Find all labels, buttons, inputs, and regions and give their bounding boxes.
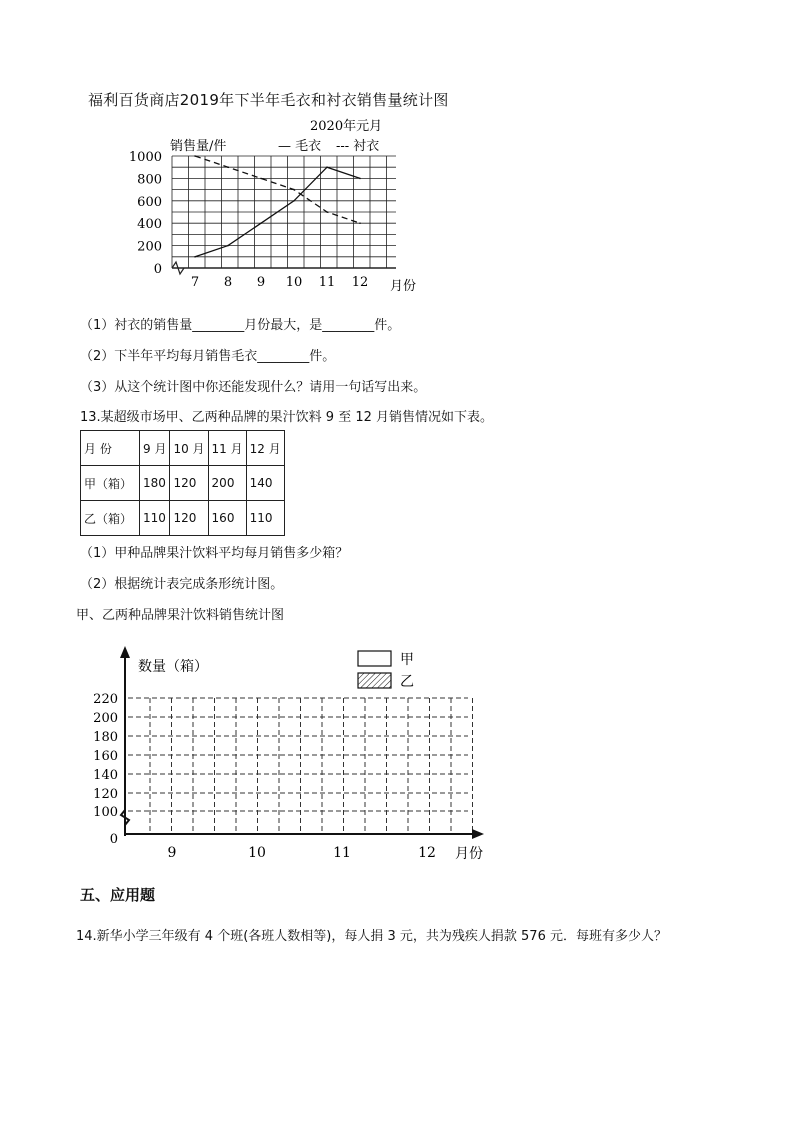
y-tick-label: 0 [153,262,162,277]
table-cell: 160 [208,501,246,536]
line-chart-ylabel: 销售量/件 [170,139,227,154]
y-tick-label: 200 [137,239,162,255]
data-point [326,166,328,168]
section-heading: 五、应用题 [80,886,156,904]
data-point [326,211,328,213]
y-tick-label: 220 [93,692,118,707]
x-tick-label: 7 [190,275,200,290]
data-point [260,222,262,224]
table-row [81,501,285,536]
data-point [227,166,229,168]
y-tick-label: 0 [109,832,118,847]
table-row [81,466,285,501]
q13-sub2: （2）根据统计表完成条形统计图。 [80,577,284,592]
q12-sub2: （2）下半年平均每月销售毛衣________件。 [80,349,336,364]
table-cell: 月 份 [81,431,140,466]
y-tick-label: 800 [137,172,162,188]
q14-text: 14.新华小学三年级有 4 个班(各班人数相等)，每人捐 3 元，共为残疾人捐款 576 元．每班有多少人？ [76,929,667,944]
data-point [359,222,361,224]
line-chart-xlabel: 月份 [390,279,417,294]
x-tick-label: 11 [318,275,336,290]
table-cell: 9 月 [140,431,170,466]
y-tick-label: 140 [93,768,118,783]
table-cell: 12 月 [246,431,284,466]
y-tick-label: 180 [93,730,118,745]
sales-table [80,430,285,536]
y-tick-label: 200 [93,711,118,726]
q12-sub3: （3）从这个统计图中你还能发现什么？请用一句话写出来。 [80,380,427,395]
line-chart-subtitle: 2020年元月 [310,119,383,134]
x-axis-arrow [472,829,484,839]
legend-label-yi: 乙 [400,674,414,690]
table-cell: 120 [170,501,208,536]
table-cell: 140 [246,466,284,501]
data-point [260,178,262,180]
q13-chart-caption: 甲、乙两种品牌果汁饮料销售统计图 [76,608,285,623]
table-cell: 110 [140,501,170,536]
table-row [81,431,285,466]
y-tick-label: 400 [137,217,162,233]
table-cell: 11 月 [208,431,246,466]
line-chart [110,110,440,295]
table-cell: 110 [246,501,284,536]
table-cell: 10 月 [170,431,208,466]
bar-chart [80,640,500,870]
table-cell: 180 [140,466,170,501]
y-axis-arrow [120,646,130,658]
q13-stem: 13.某超级市场甲、乙两种品牌的果汁饮料 9 至 12 月销售情况如下表。 [80,410,494,425]
table-cell: 120 [170,466,208,501]
x-tick-label: 10 [248,845,266,861]
y-tick-label: 120 [93,787,118,802]
data-point [359,178,361,180]
data-point [227,245,229,247]
y-tick-label: 100 [93,805,118,820]
x-tick-label: 9 [256,275,266,290]
y-tick-label: 1000 [128,150,162,165]
data-point [194,256,196,258]
x-tick-label: 8 [223,275,233,290]
y-tick-label: 600 [137,194,162,210]
bar-chart-xlabel: 月份 [455,846,483,862]
line-chart-legend-sweater: — 毛衣 [278,139,322,154]
legend-swatch-jia [358,651,391,666]
data-point [293,189,295,191]
table-cell: 200 [208,466,246,501]
legend-label-jia: 甲 [400,652,414,668]
legend-swatch-yi [358,673,391,688]
x-tick-label: 12 [418,845,436,861]
q13-sub1: （1）甲种品牌果汁饮料平均每月销售多少箱？ [80,546,349,561]
line-chart-legend-shirt: --- 衬衣 [336,139,380,154]
x-tick-label: 11 [333,845,351,861]
line-chart-title: 福利百货商店2019年下半年毛衣和衬衣销售量统计图 [88,91,449,109]
table-cell: 甲（箱） [81,466,140,501]
data-point [194,155,196,157]
x-tick-label: 9 [167,845,177,861]
table-cell: 乙（箱） [81,501,140,536]
y-tick-label: 160 [93,749,118,764]
bar-chart-ylabel: 数量（箱） [138,659,208,675]
x-tick-label: 12 [351,275,369,290]
q12-sub1: （1）衬衣的销售量________月份最大，是________件。 [80,318,401,333]
x-tick-label: 10 [285,275,303,290]
data-point [293,200,295,202]
